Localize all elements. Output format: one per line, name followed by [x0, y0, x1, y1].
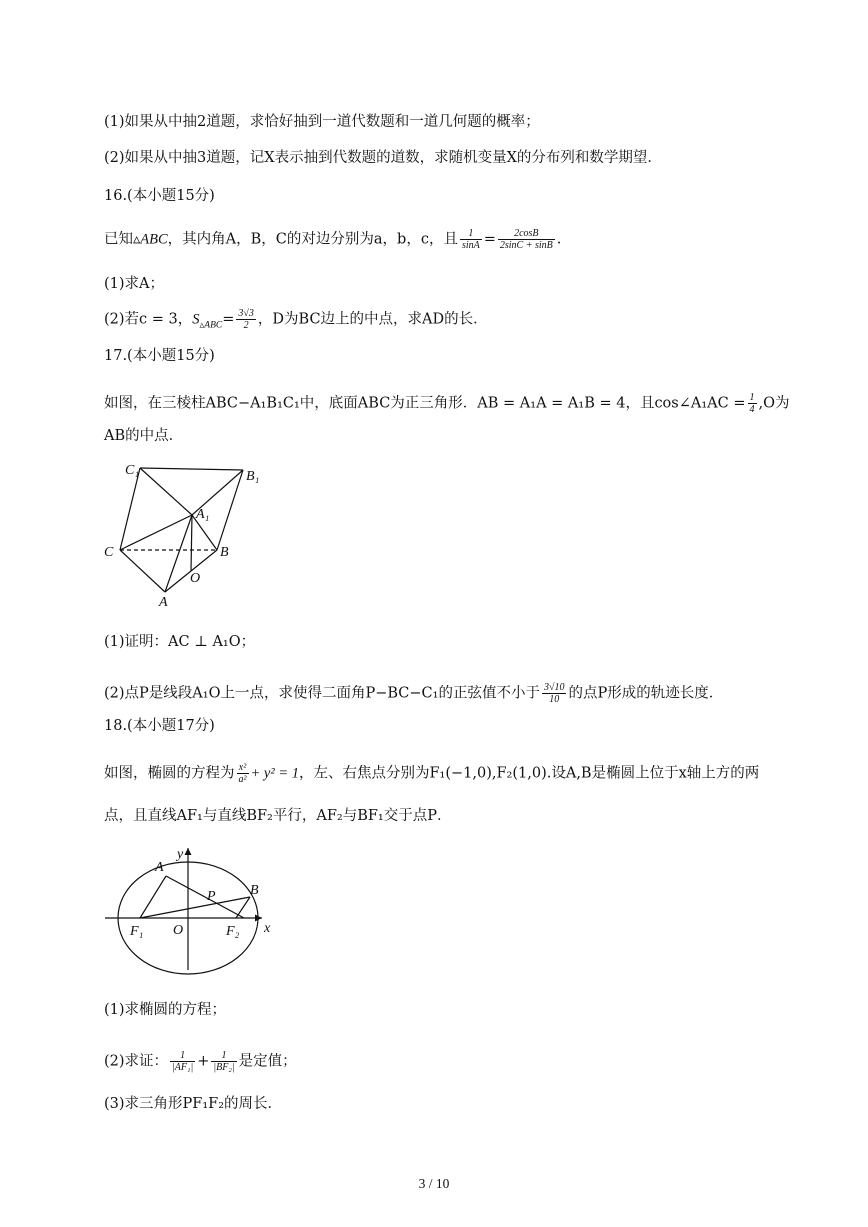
q17-header: 17.(本小题15分): [104, 348, 215, 364]
prism-figure: [98, 456, 268, 612]
q17-part2-a: (2)点P是线段A₁O上一点，求使得二面角P−BC−C₁的正弦值不小于: [104, 685, 540, 702]
label-O: O: [190, 571, 201, 586]
q16-header: 16.(本小题15分): [104, 188, 215, 204]
q16-area-symbol: S: [192, 311, 200, 328]
q17-stem-b: ,O为: [758, 395, 790, 412]
q18-part1: (1)求椭圆的方程；: [104, 1002, 227, 1018]
q16-stem-a: 已知: [104, 231, 133, 248]
q18-part2-b: 是定值；: [238, 1053, 297, 1070]
q18-stem: [104, 762, 759, 785]
q16-fraction-2: $\frac{2\cos B}{2\sin C + \sin B}$: [499, 228, 553, 251]
q16-part2: [104, 308, 488, 335]
q17-sine-fraction: $\frac{3√10}{10}$: [543, 682, 565, 705]
label-F1: F₁: [130, 924, 144, 939]
q15-part2: (2)如果从中抽3道题，记X表示抽到代数题的道数，求随机变量X的分布列和数学期望．: [104, 150, 662, 166]
q16-triangle: ▵ABC: [133, 231, 168, 248]
label-y-axis: y: [177, 847, 184, 862]
q18-stem-b: ，左、右焦点分别为F₁(−1,0),F₂(1,0).设A,B是椭圆上位于x轴上方的两: [298, 765, 760, 782]
q16-area-eq: =: [222, 311, 235, 328]
q18-frac-bf2: $\frac{1}{\text{|BF₂|}}$: [213, 1050, 235, 1073]
q18-stem-a: 如图，椭圆的方程为: [104, 765, 235, 782]
label-O: O: [173, 923, 184, 938]
q16-area-fraction: $\frac{3√3}{2}$: [238, 308, 254, 331]
label-A: A: [159, 595, 168, 610]
label-C1: C₁: [125, 463, 140, 478]
label-A1: A₁: [196, 507, 210, 522]
q16-part2-b: ，D为BC边上的中点，求AD的长．: [257, 311, 488, 328]
q16-area-sub: ▵ABC: [199, 320, 223, 331]
q16-eq: =: [483, 231, 496, 248]
label-P: P: [207, 889, 216, 904]
q17-part1: (1)证明：AC ⊥ A₁O；: [104, 634, 256, 650]
q16-fraction-1: $\frac{1}{\sin A}$: [461, 228, 480, 251]
label-C: C: [104, 545, 114, 560]
q16-stem-b: ，其内角A，B，C的对边分别为a，b，c，且: [167, 231, 458, 248]
q18-frac-af1: $\frac{1}{\text{|AF₁|}}$: [172, 1050, 194, 1073]
q15-part1: (1)如果从中抽2道题，求恰好抽到一道代数题和一道几何题的概率；: [104, 114, 540, 130]
q17-stem-cont: AB的中点．: [104, 428, 184, 444]
q18-part3: (3)求三角形PF₁F₂的周长．: [104, 1096, 283, 1112]
q18-ellipse-fraction: $\frac{\text{x²}}{\text{a²}}$: [238, 762, 247, 785]
q16-stem-end: .: [556, 231, 562, 248]
q17-part2: [104, 682, 723, 705]
q17-stem-a: 如图，在三棱柱ABC−A₁B₁C₁中，底面ABC为正三角形．AB = A₁A = A₁B = 4，且cos∠A₁AC =: [104, 395, 746, 412]
q18-plus: +: [197, 1053, 210, 1070]
q17-stem: [104, 392, 790, 415]
q18-part2-a: (2)求证：: [104, 1053, 169, 1070]
q18-part2: [104, 1050, 297, 1073]
label-B: B: [250, 883, 259, 898]
label-x-axis: x: [264, 921, 271, 936]
q18-stem-cont: 点，且直线AF₁与直线BF₂平行，AF₂与BF₁交于点P．: [104, 808, 452, 824]
label-A: A: [155, 860, 164, 875]
label-F2: F₂: [226, 924, 240, 939]
q17-cos-fraction: $\frac{1}{4}$: [749, 392, 755, 415]
q17-part2-b: 的点P形成的轨迹长度．: [568, 685, 724, 702]
page-number: 3 / 10: [418, 1176, 450, 1191]
ellipse-figure: [100, 840, 280, 980]
q18-header: 18.(本小题17分): [104, 718, 215, 734]
q18-ellipse-rest: + y² = 1: [250, 765, 299, 782]
q16-part2-a: (2)若c = 3，: [104, 311, 193, 328]
label-B1: B₁: [246, 469, 260, 484]
q16-part1: (1)求A；: [104, 276, 165, 292]
label-B: B: [220, 545, 229, 560]
q16-stem: [104, 228, 561, 251]
